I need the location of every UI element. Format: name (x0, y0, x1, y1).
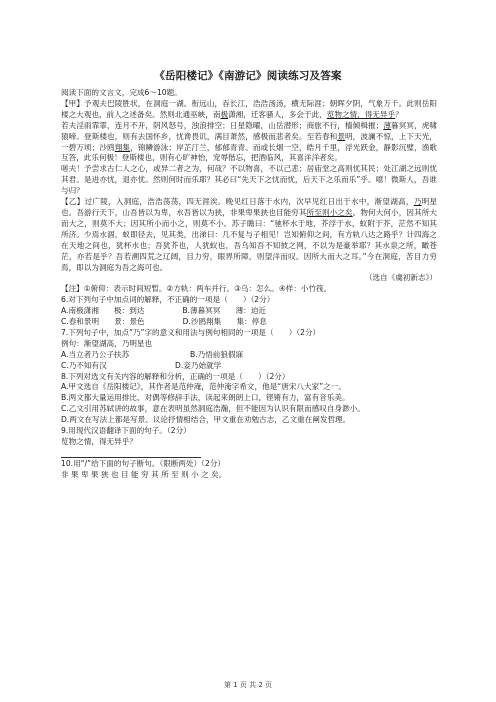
question-7-stem: 7.下列句子中，加点“乃”字的意义和用法与例句相同的一项是（ ）（2分） (61, 327, 321, 337)
option-a-gloss: 极：到达 (114, 306, 145, 316)
underlined-word: 景 (337, 131, 345, 141)
passage-jia-p1 (61, 99, 437, 121)
question-6-options-row2 (61, 317, 437, 328)
option-c-gloss: 景：景色 (114, 317, 145, 327)
option-a: A.当立者乃公子扶苏 (61, 349, 130, 359)
text: 。物何大何小，因其所大而大之，则莫不大；因其所小而小之，则莫不小。苏子瞻曰：“驰杯水于地，芥浮于水，蚁附于芥，茫然不知其所济。少焉水涸，蚁即径去，见其类，出涕曰：几不复与子相见！岂知俯仰之间，有方轨八达之路乎？计四海之在天地之间也，犹杯水也；吾犹芥也，人犹蚁也，吾乌知吾不知彼之网，不以为是豪举耶？其水泉之所，瞰苍茫，亦若是乎？吾若溯四荒之辽阔，目力穷，眼界所障，则望洋而叹。因所大而大之耳。”今在洞庭，苦目力穷焉，即以为洞庭为吾之海可也。 (61, 207, 438, 272)
underlined-phrase: 览物之情，得无异乎 (326, 109, 396, 119)
option-d-gloss: 集：停息 (236, 317, 267, 327)
annotation-note: 【注】①俯仰：表示时间短暂。②方轨：两车并行。③乌：怎么。④样：小竹筏。 (61, 284, 332, 294)
option-a: A.南极潇湘 (61, 306, 99, 316)
question-9-stem: 9.用现代汉语翻译下面的句子。（2分） (61, 426, 191, 436)
option-b: B.乃悟前狼假寐 (189, 349, 244, 359)
question-10-stem: 10.用“/”给下面的句子断句。（限断两处）（2分） (61, 458, 226, 468)
passage-jia-p2 (61, 121, 437, 165)
text: 【甲】予观夫巴陵胜状，在洞庭一湖。衔远山，吞长江，浩浩汤汤，横无际涯；朝晖夕阴，气象万千。此则岳阳楼之大观也，前人之述备矣。然则北通巫峡，南 (61, 98, 437, 119)
option-b: B.薄暮冥冥 (182, 306, 221, 316)
page-title: 《岳阳楼记》《南游记》阅读练习及答案 (154, 70, 342, 82)
question-9-sentence: 览物之情，得无异乎？ (61, 437, 137, 446)
option-d: D.沙鸥翔集 (182, 317, 222, 327)
question-8-option-b: B.两文都大量运用排比、对偶等修辞手法，读起来朗朗上口，铿锵有力，富有音乐美。 (61, 393, 350, 403)
question-7-options-row1 (61, 350, 437, 361)
option-d: D.妾乃始就学 (175, 360, 222, 370)
question-6-stem: 6.对下列句子中加点词的解释，不正确的一项是（ ）（2分） (61, 295, 275, 305)
text: ，锦鳞游泳；岸芷汀兰，郁郁青青。而或长烟一空，皓月千里，浮光跃金，静影沉璧，渔歌互答，此乐何极！登斯楼也，则有心旷神怡，宠辱偕忘，把酒临风，其喜洋洋者矣。 (61, 142, 438, 163)
text: ？ (395, 109, 403, 119)
text: 明星也。吾游行天下，山吾皆以为卑，水吾皆以为狭，非果卑果狭也目能穷其 (61, 197, 438, 217)
underlined-word: 薄 (383, 120, 392, 130)
passage-jia-p3: 嗟夫！予尝求古仁人之心，或异二者之为，何哉？不以物喜，不以己悲；居庙堂之高则忧其民；处江湖之远则忧其君。是进亦忧，退亦忧。然则何时而乐耶？其必曰“先天下之忧而忧，后天下之乐而乐”乎。噫！微斯人，吾谁与归？ (61, 164, 437, 196)
text: 暮冥冥，虎啸猿啼。登斯楼也，则有去国怀乡，忧谗畏讥，满目萧然，感极而悲者矣。至若春和 (61, 120, 438, 141)
underlined-word: 极 (220, 109, 229, 119)
question-8-option-c: C.乙文引用苏轼讲的故事，意在表明虽然洞庭浩瀚，但不能因为认识有限而感叹自身渺小。 (61, 404, 365, 414)
option-b-gloss: 薄：迫近 (235, 306, 266, 316)
underlined-word: 乃 (413, 197, 422, 207)
document-body (61, 88, 437, 481)
underlined-phrase: 所至则小之矣 (306, 207, 353, 217)
question-8-stem: 8.下列对选文有关内容的解释和分析，正确的一项是（ ）（2分） (61, 371, 290, 381)
text: 潇湘，迁客骚人，多会于此， (228, 109, 327, 119)
question-8-option-a: A.甲文选自《岳阳楼记》，其作者是范仲淹，范仲淹字希文，他是“唐宋八大家”之一。 (61, 382, 346, 392)
answer-blank-line (61, 448, 201, 458)
question-8-option-d: D.两文在写法上都是写景、议论抒情相结合，甲文重在劝勉古志，乙文重在阐发哲理。 (61, 415, 351, 425)
text: 若夫淫雨霏霏，连月不开，阴风怒号，浊浪排空；日星隐曜，山岳潜形；商旅不行，樯倾楫摧； (61, 120, 384, 130)
option-c: C.乃不知有汉 (61, 360, 107, 370)
passage-source: （选自《虞初新志》） (364, 273, 437, 283)
question-7-example: 例句：渐望湖高，乃明星也 (61, 338, 153, 348)
underlined-word: 翔集 (114, 142, 131, 152)
question-6-options-row1 (61, 306, 437, 317)
page-footer: 第 1 页 共 2 页 (223, 681, 273, 689)
text: 【乙】过广陵，入洞庭，浩浩荡荡，四无涯涘。晚见红日落于水内，次早见红日出于水中，渐望湖高， (61, 197, 414, 207)
text: 明，波澜不惊，上下天光，一碧万顷；沙鸥 (61, 131, 438, 152)
option-c: C.春和景明 (61, 317, 100, 327)
passage-yi (61, 197, 437, 273)
question-10-sentence: 非 果 卑 果 狭 也 目 能 穷 其 所 至 则 小 之 矣。 (61, 469, 227, 479)
instruction: 阅读下面的文言文，完成6～10题。 (61, 88, 182, 97)
question-7-options-row2 (61, 361, 437, 372)
